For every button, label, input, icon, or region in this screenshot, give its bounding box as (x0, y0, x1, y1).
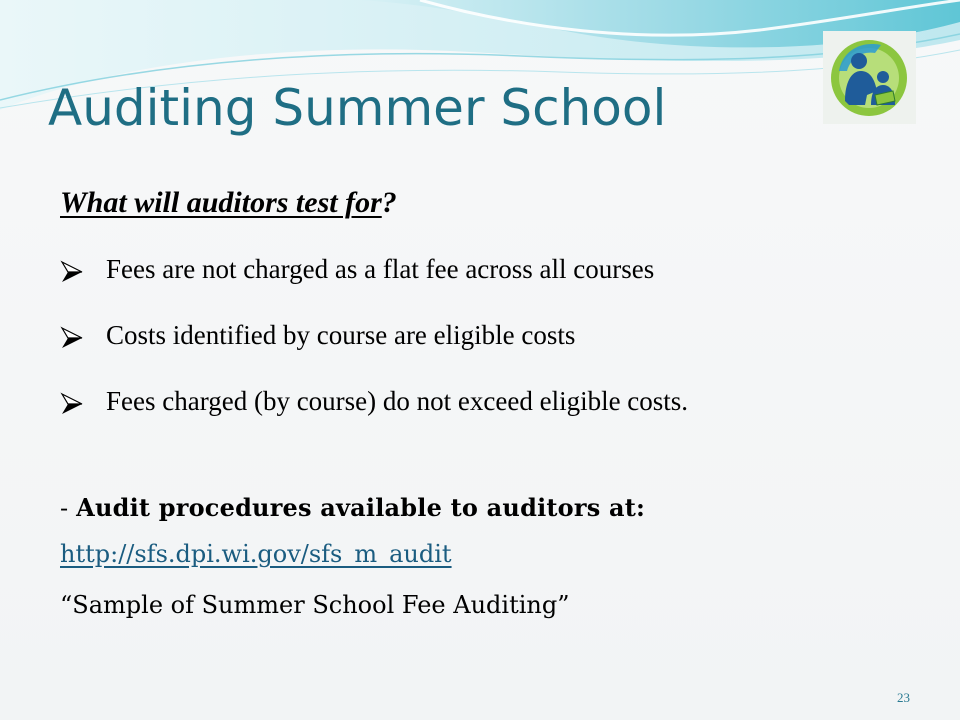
list-item-text: Costs identified by course are eligible costs (106, 320, 576, 350)
list-item-text: Fees charged (by course) do not exceed eligible costs. (106, 386, 689, 416)
parent-child-reading-logo-icon (823, 31, 916, 124)
arrowhead-bullet-icon (60, 326, 84, 350)
procedures-prefix: - (60, 494, 77, 522)
question-text: What will auditors test for (60, 186, 382, 219)
organization-logo (823, 31, 916, 124)
slide-title: Auditing Summer School (48, 79, 667, 137)
audit-procedures-link[interactable]: http://sfs.dpi.wi.gov/sfs_m_audit (60, 540, 452, 568)
list-item-text: Fees are not charged as a flat fee across all courses (106, 254, 655, 284)
audit-procedures-line (60, 493, 645, 522)
page-number: 23 (897, 690, 910, 705)
arrowhead-bullet-icon (60, 260, 84, 284)
arrowhead-bullet-icon (60, 392, 84, 416)
sample-document-title: “Sample of Summer School Fee Auditing” (60, 591, 570, 619)
question-mark: ? (381, 186, 397, 219)
procedures-label: Audit procedures available to auditors at: (76, 493, 646, 522)
question-heading (60, 186, 397, 220)
